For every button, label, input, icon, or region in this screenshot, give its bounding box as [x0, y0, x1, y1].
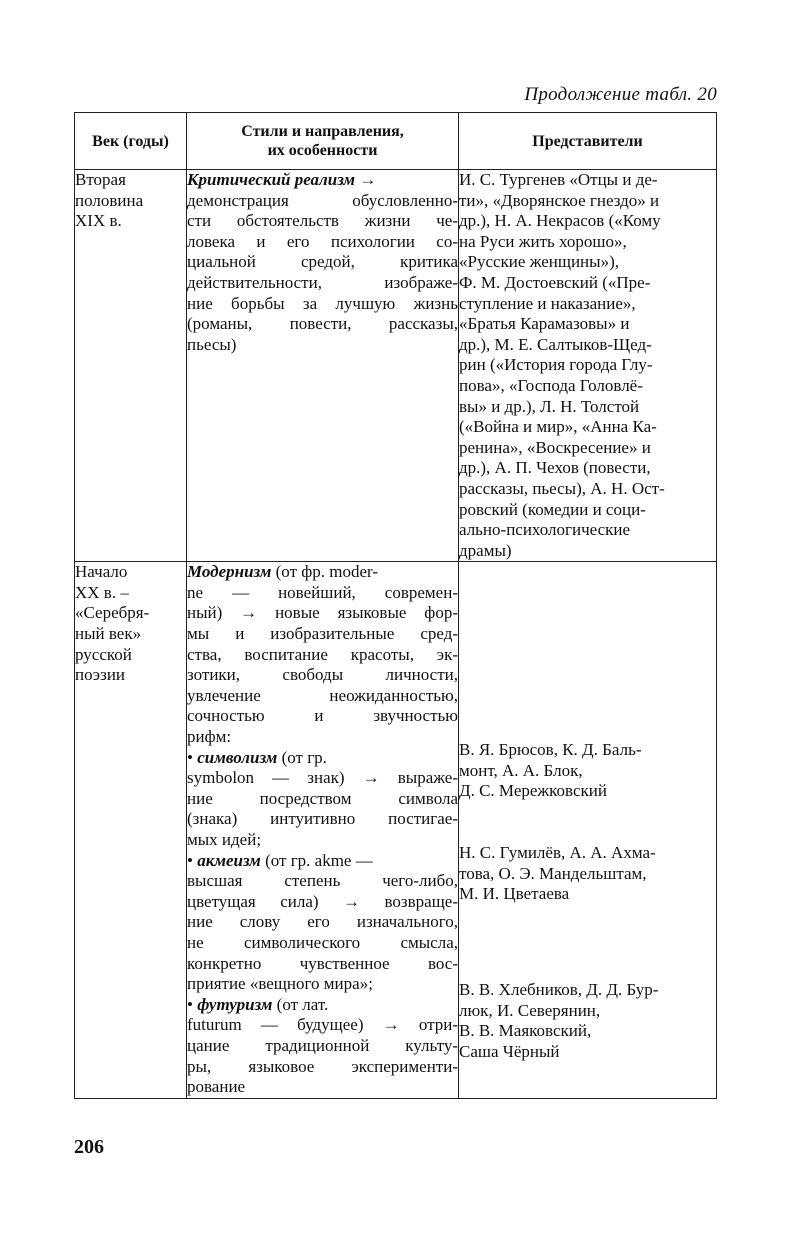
rep-line: рассказы, пьесы), А. Н. Ост- [459, 478, 665, 498]
style-line: действительности, изображе- [187, 272, 458, 292]
style-title-line [187, 851, 458, 872]
style-line: ловека и его психологии со- [187, 231, 458, 251]
style-line: увлечение неожиданностью, [187, 685, 458, 705]
style-line: высшая степень чего-либо, [187, 871, 458, 891]
style-line: (знака) интуитивно постигае- [187, 809, 458, 829]
rep-line: люк, И. Северянин, [459, 1000, 601, 1020]
rep-line: ровский (комедии и соци- [459, 499, 646, 519]
style-cell [187, 562, 459, 1098]
symbolism-first: (от гр. [277, 747, 327, 767]
acmeism-title: акмеизм [197, 850, 261, 870]
rep-line: Н. С. Гумилёв, А. А. Ахма- [459, 843, 656, 863]
style-line: приятие «вещного мира»; [187, 974, 373, 994]
futurism-representatives [459, 980, 716, 1062]
bullet: • [187, 850, 198, 870]
symbolism-title: символизм [197, 747, 278, 767]
style-line: пьесы) [187, 334, 237, 354]
age-line: XX в. – [75, 582, 129, 602]
style-line: сти обстоятельств жизни че- [187, 211, 458, 231]
age-line: «Серебря- [75, 603, 150, 623]
style-title-line [187, 562, 458, 583]
style-line: ne — новейший, современ- [187, 582, 458, 602]
bullet: • [187, 747, 198, 767]
age-line: русской [75, 644, 132, 664]
rep-line: («Война и мир», «Анна Ка- [459, 417, 657, 437]
rep-line: рин («История города Глу- [459, 355, 653, 375]
representatives-cell [459, 562, 717, 1098]
rep-line: М. И. Цветаева [459, 884, 570, 904]
style-line: демонстрация обусловленно- [187, 190, 458, 210]
rep-line: ально-психологические [459, 520, 631, 540]
arrow: → [355, 170, 377, 189]
rep-line: И. С. Тургенев «Отцы и де- [459, 170, 658, 189]
style-line: цветущая сила) → возвраще- [187, 891, 458, 911]
style-title-line [187, 170, 458, 191]
style-line: зотики, свободы личности, [187, 665, 458, 685]
futurism-title: футуризм [197, 994, 273, 1014]
style-line: цание традиционной культу- [187, 1035, 458, 1055]
representatives-cell [459, 170, 717, 562]
style-line: конкретно чувственное вос- [187, 953, 458, 973]
rep-line: монт, А. А. Блок, [459, 760, 583, 780]
style-line: ние слову его изначального, [187, 912, 458, 932]
style-title-line [187, 995, 458, 1016]
rep-line: това, О. Э. Мандельштам, [459, 863, 647, 883]
modernism-title: Модернизм [187, 562, 272, 582]
table-row [75, 562, 717, 1098]
style-line: ства, воспитание красоты, эк- [187, 644, 458, 664]
table-caption: Продолжение табл. 20 [524, 84, 717, 105]
bullet: • [187, 994, 198, 1014]
style-line: ры, языковое эксперименти- [187, 1056, 458, 1076]
rep-line: ренина», «Воскресение» и [459, 437, 651, 457]
age-line: поэзии [75, 665, 126, 685]
style-cell [187, 170, 459, 562]
age-line: Вторая [75, 170, 126, 189]
header-styles-line2: их особенности [267, 142, 378, 159]
header-age: Век (годы) [75, 113, 187, 170]
style-line: (романы, повести, рассказы, [187, 314, 458, 334]
style-line: циальной средой, критика [187, 252, 458, 272]
rep-line: вы» и др.), Л. Н. Толстой [459, 396, 640, 416]
rep-line: др.), Н. А. Некрасов («Кому [459, 211, 661, 231]
header-styles-line1: Стили и направления, [241, 123, 404, 140]
futurism-first: (от лат. [272, 994, 329, 1014]
table-row [75, 170, 717, 562]
rep-line: «Русские женщины»), [459, 252, 619, 272]
rep-line: драмы) [459, 540, 512, 560]
rep-line: ти», «Дворянское гнездо» и [459, 190, 660, 210]
style-line: рование [187, 1077, 246, 1097]
rep-line: В. В. Хлебников, Д. Д. Бур- [459, 980, 659, 1000]
rep-line: В. Я. Брюсов, К. Д. Баль- [459, 740, 642, 760]
literature-table [74, 112, 717, 1099]
age-cell [75, 562, 187, 1098]
style-line: мых идей; [187, 830, 262, 849]
style-line: futurum — будущее) → отри- [187, 1015, 458, 1035]
age-line: Начало [75, 562, 128, 582]
rep-line: Саша Чёрный [459, 1042, 560, 1062]
style-line: мы и изобразительные сред- [187, 624, 458, 644]
age-cell [75, 170, 187, 562]
rep-line: Ф. М. Достоевский («Пре- [459, 272, 651, 292]
header-representatives: Представители [459, 113, 717, 170]
style-line: ние посредством символа [187, 788, 458, 808]
age-line: половина [75, 190, 144, 210]
style-line: ный) → новые языковые фор- [187, 603, 458, 623]
style-title-line [187, 748, 458, 769]
rep-line: Д. С. Мережковский [459, 781, 607, 801]
symbolism-representatives [459, 740, 716, 802]
style-line: не символического смысла, [187, 932, 458, 952]
page-number: 206 [74, 1136, 104, 1158]
age-line: XIX в. [75, 211, 122, 231]
style-line: symbolon — знак) → выраже- [187, 768, 458, 788]
header-styles [187, 113, 459, 170]
rep-line: на Руси жить хорошо», [459, 231, 627, 251]
critical-realism-title: Критический реализм [187, 170, 356, 189]
rep-line: др.), М. Е. Салтыков-Щед- [459, 334, 652, 354]
style-line: сочностью и звучностью [187, 706, 458, 726]
rep-line: В. В. Маяковский, [459, 1021, 592, 1041]
rep-line: др.), А. П. Чехов (повести, [459, 458, 651, 478]
rep-line: «Братья Карамазовы» и [459, 314, 630, 334]
table-header-row [75, 113, 717, 170]
modernism-first: (от фр. moder- [271, 562, 379, 582]
style-line: ние борьбы за лучшую жизнь [187, 293, 458, 313]
acmeism-first: (от гр. akme — [260, 850, 373, 870]
style-line: рифм: [187, 727, 232, 747]
rep-line: пова», «Господа Головлё- [459, 375, 643, 395]
rep-line: ступление и наказание», [459, 293, 636, 313]
age-line: ный век» [75, 624, 142, 644]
acmeism-representatives [459, 843, 716, 905]
